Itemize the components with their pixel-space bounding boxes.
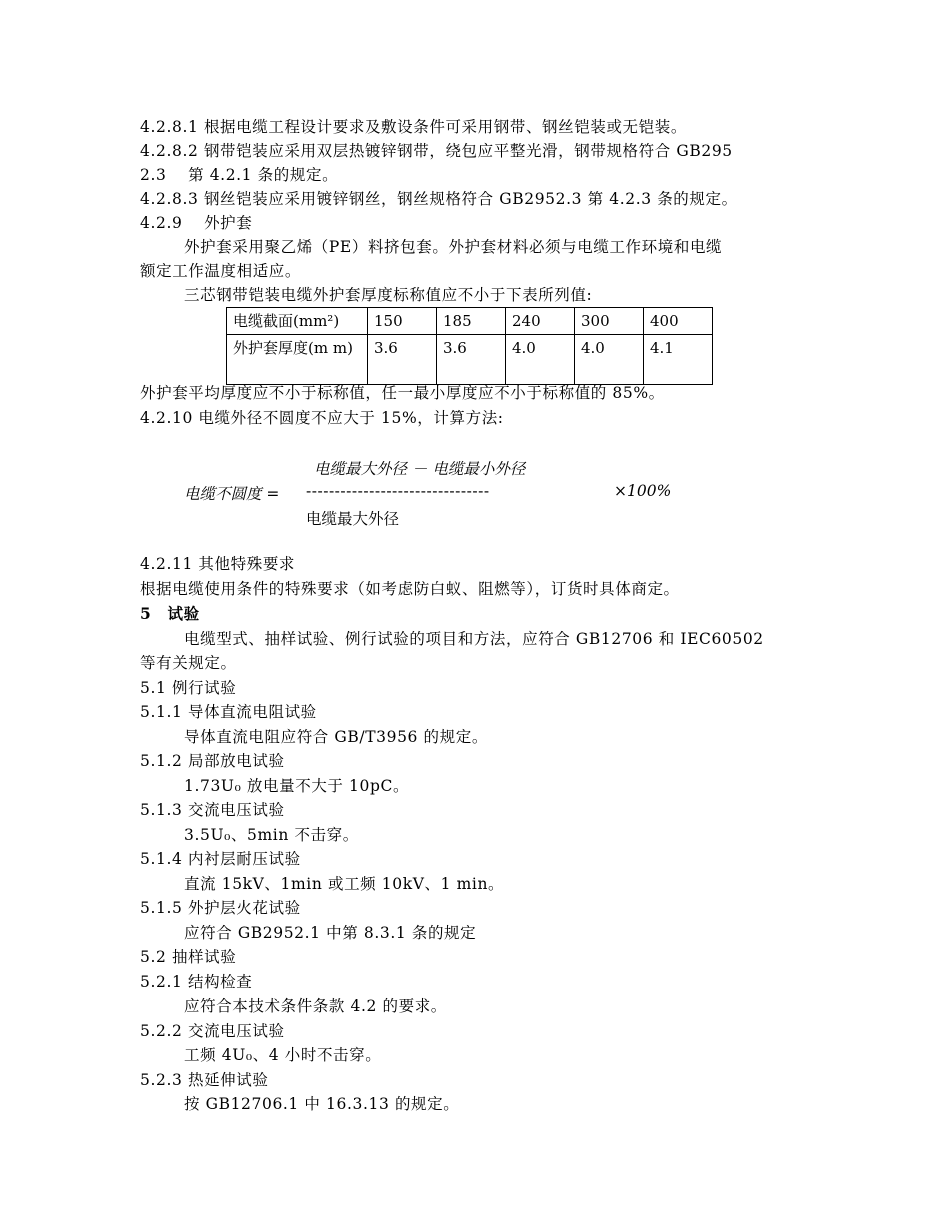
section-5-heading: 5 试验	[140, 604, 200, 623]
section-5-2-3-text: 按 GB12706.1 中 16.3.13 的规定。	[184, 1095, 460, 1113]
special-requirements-text: 根据电缆使用条件的特殊要求（如考虑防白蚁、阻燃等），订货时具体商定。	[140, 580, 680, 598]
section-5-2-1-text: 应符合本技术条件条款 4.2 的要求。	[184, 997, 447, 1015]
clause-4-2-10: 4.2.10 电缆外径不圆度不应大于 15%，计算方法:	[140, 409, 504, 427]
formula-lhs: 电缆不圆度 =	[184, 485, 280, 503]
clause-4-2-8-2-cont: 2.3 第 4.2.1 条的规定。	[140, 166, 339, 184]
clause-4-2-9-heading: 4.2.9 外护套	[140, 214, 253, 232]
section-5-1-2-text: 1.73U₀ 放电量不大于 10pC。	[184, 777, 410, 795]
section-5-1-1-text: 导体直流电阻应符合 GB/T3956 的规定。	[184, 728, 488, 746]
table-header-cell: 外护套厚度(m m)	[227, 335, 368, 385]
section-5-paragraph: 电缆型式、抽样试验、例行试验的项目和方法，应符合 GB12706 和 IEC60502	[184, 630, 764, 648]
section-5-1-5-heading: 5.1.5 外护层火花试验	[140, 899, 301, 917]
section-5-1-5-text: 应符合 GB2952.1 中第 8.3.1 条的规定	[184, 924, 477, 942]
formula-numerator: 电缆最大外径 － 电缆最小外径	[314, 460, 526, 478]
sheath-thickness-table	[226, 307, 713, 385]
ovality-formula	[184, 452, 744, 532]
table-cell: 300	[575, 308, 644, 335]
section-5-2-2-text: 工频 4U₀、4 小时不击穿。	[184, 1046, 382, 1064]
table-cell: 4.0	[575, 335, 644, 385]
table-intro: 三芯钢带铠装电缆外护套厚度标称值应不小于下表所列值:	[184, 286, 593, 304]
table-row	[227, 335, 713, 385]
section-5-2-1-heading: 5.2.1 结构检查	[140, 973, 253, 991]
section-5-1-4-text: 直流 15kV、1min 或工频 10kV、1 min。	[184, 875, 505, 893]
clause-4-2-11: 4.2.11 其他特殊要求	[140, 555, 296, 573]
section-5-1-3-heading: 5.1.3 交流电压试验	[140, 801, 285, 819]
table-cell: 4.0	[506, 335, 575, 385]
section-5-1-heading: 5.1 例行试验	[140, 679, 237, 697]
section-5-paragraph-cont: 等有关规定。	[140, 654, 237, 672]
clause-4-2-8-1: 4.2.8.1 根据电缆工程设计要求及敷设条件可采用钢带、钢丝铠装或无铠装。	[140, 118, 687, 136]
formula-fraction-bar: --------------------------------	[306, 482, 490, 500]
section-5-2-heading: 5.2 抽样试验	[140, 948, 237, 966]
table-cell: 240	[506, 308, 575, 335]
formula-multiplier: ×100%	[614, 482, 672, 500]
sheath-thickness-note: 外护套平均厚度应不小于标称值，任一最小厚度应不小于标称值的 85%。	[140, 384, 665, 402]
section-5-1-3-text: 3.5U₀、5min 不击穿。	[184, 826, 359, 844]
table-cell: 185	[437, 308, 506, 335]
table-cell: 150	[368, 308, 437, 335]
table-row	[227, 308, 713, 335]
clause-4-2-8-3: 4.2.8.3 钢丝铠装应采用镀锌钢丝，钢丝规格符合 GB2952.3 第 4.2.3 条的规定。	[140, 190, 738, 208]
section-5-2-2-heading: 5.2.2 交流电压试验	[140, 1022, 285, 1040]
clause-4-2-8-2: 4.2.8.2 钢带铠装应采用双层热镀锌钢带，绕包应平整光滑，钢带规格符合 GB295	[140, 142, 733, 160]
section-5-1-4-heading: 5.1.4 内衬层耐压试验	[140, 850, 301, 868]
outer-sheath-paragraph: 外护套采用聚乙烯（PE）料挤包套。外护套材料必须与电缆工作环境和电缆	[184, 238, 723, 256]
table-cell: 3.6	[368, 335, 437, 385]
table-header-cell: 电缆截面(mm²)	[227, 308, 368, 335]
section-5-2-3-heading: 5.2.3 热延伸试验	[140, 1071, 269, 1089]
table-cell: 400	[644, 308, 713, 335]
section-5-1-1-heading: 5.1.1 导体直流电阻试验	[140, 703, 317, 721]
table-cell: 3.6	[437, 335, 506, 385]
table-cell: 4.1	[644, 335, 713, 385]
outer-sheath-paragraph-cont: 额定工作温度相适应。	[140, 262, 302, 280]
section-5-1-2-heading: 5.1.2 局部放电试验	[140, 752, 285, 770]
formula-denominator: 电缆最大外径	[306, 510, 400, 528]
